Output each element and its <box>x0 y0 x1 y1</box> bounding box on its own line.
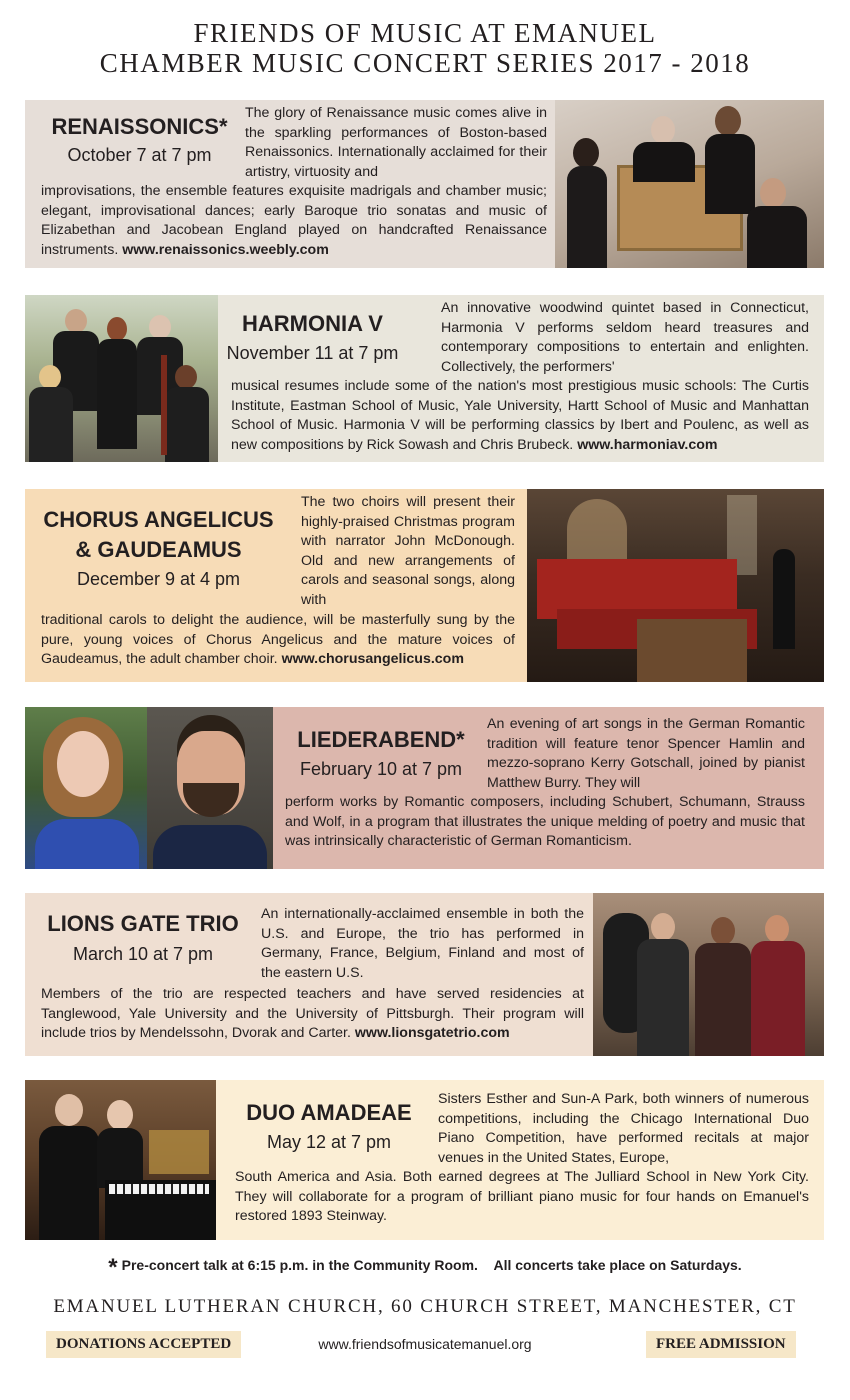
concert-panel-liederabend <box>25 707 824 869</box>
conductor <box>773 549 795 649</box>
ensemble-photo <box>555 100 824 268</box>
concert-date: February 10 at 7 pm <box>299 759 463 779</box>
performer-head <box>39 365 61 389</box>
performer-head <box>651 913 675 941</box>
trio-photo <box>593 893 824 1056</box>
performer-body <box>39 1126 99 1240</box>
concert-website-link[interactable]: www.lionsgatetrio.com <box>354 1025 510 1042</box>
concert-description-top: Sisters Esther and Sun-A Park, both winners of numerous competitions, including the Chicago International Duo Piano Competition, have performed recitals at major venues in the United States, Europe, <box>438 1091 809 1166</box>
concert-name-line2: & GAUDEAMUS <box>75 537 242 562</box>
concert-name: HARMONIA V <box>242 311 383 336</box>
concert-date: March 10 at 7 pm <box>72 944 214 964</box>
concert-description-bottom: perform works by Romantic composers, including Schubert, Schumann, Strauss and Wolf, in a program that illustrates the unique melding of poetry and music that was intrinsically characteristic of German Romanticism. <box>285 794 805 850</box>
header-title: FRIENDS OF MUSIC AT EMANUEL <box>193 18 657 48</box>
performer-head <box>55 1094 83 1126</box>
performer-head <box>107 1100 133 1130</box>
performer-body <box>637 939 689 1056</box>
saturday-note: All concerts take place on Saturdays. <box>493 1257 742 1273</box>
concert-date: May 12 at 7 pm <box>266 1132 392 1152</box>
performer-head <box>65 309 87 333</box>
performer-body <box>29 387 73 462</box>
piano-keys <box>109 1184 209 1194</box>
performer-head <box>711 917 735 945</box>
concert-panel-harmonia-v <box>25 295 824 462</box>
concert-name: DUO AMADEAE <box>246 1100 412 1125</box>
concert-panel-lions-gate-trio <box>25 893 824 1056</box>
concert-description-bottom: musical resumes include some of the nation's most prestigious music schools: The Curtis Institute, Eastman School of Music, Yale University, Hartt School of Music and Manhattan School of Music. Harmonia V will be performing classics by Ibert and Poulenc, as well as new compositions by Rick Sowash and Chris Brubeck. www.harmoniav.com <box>231 378 809 453</box>
performer-head <box>149 315 171 339</box>
concert-description-bottom: Members of the trio are respected teachers and have served residencies at Tanglewood, Yale University and the University of Pittsburgh. Their program will include trios by Mendelssohn, Dvorak and Carter. www.lionsgatetrio.com <box>41 986 584 1042</box>
singer-suit <box>153 825 267 869</box>
concert-name-line1: CHORUS ANGELICUS <box>43 507 274 532</box>
church-address: EMANUEL LUTHERAN CHURCH, 60 CHURCH STREET, MANCHESTER, CT <box>53 1296 797 1317</box>
concert-panel-chorus-angelicus <box>25 489 824 682</box>
concert-date: October 7 at 7 pm <box>67 145 212 165</box>
concert-date: November 11 at 7 pm <box>226 343 399 363</box>
pre-concert-talk: Pre-concert talk at 6:15 p.m. in the Community Room. <box>121 1257 478 1273</box>
performer-body <box>97 1128 143 1188</box>
altar <box>637 619 747 682</box>
performer-body <box>705 134 755 214</box>
concert-description-bottom: South America and Asia. Both earned degrees at The Julliard School in New York City. They will collaborate for a program of brilliant piano music for four hands on Emanuel's restored 1893 Steinway. <box>235 1169 809 1225</box>
concert-website-link[interactable]: www.chorusangelicus.com <box>281 651 464 668</box>
concert-description-top: The glory of Renaissance music comes alive in the sparkling performances of Boston-based Renaissonics. Internationally acclaimed for their artistry, virtuosity and <box>245 105 547 180</box>
performer-head <box>573 138 599 168</box>
soprano-photo <box>25 707 147 869</box>
concert-description-bottom: improvisations, the ensemble features exquisite madrigals and chamber music; elegant, improvisational dances; early Baroque trio sonatas and music of Elizabethan and Jacobean England played on handcrafted Renaissance instruments. www.renaissonics.weebly.com <box>41 183 547 258</box>
piano-lid-interior <box>149 1130 209 1174</box>
performer-head <box>765 915 789 943</box>
performer-body <box>751 941 805 1056</box>
ensemble-photo <box>25 295 218 462</box>
singer-dress <box>35 819 139 869</box>
choir-photo <box>527 489 824 682</box>
concert-website-link[interactable]: www.harmoniav.com <box>577 436 718 453</box>
singer-beard <box>183 783 239 817</box>
tenor-photo <box>147 707 273 869</box>
concert-name: LIEDERABEND* <box>297 727 465 752</box>
performer-head <box>107 317 127 341</box>
free-admission-badge: FREE ADMISSION <box>646 1331 796 1358</box>
donations-badge: DONATIONS ACCEPTED <box>46 1331 241 1358</box>
performer-body <box>747 206 807 268</box>
concert-description-top: The two choirs will present their highly-praised Christmas program with narrator John McDonough. Old and new arrangements of carols and seasonal songs, along with <box>301 494 515 608</box>
bassoon <box>161 355 167 455</box>
concert-panel-renaissonics <box>25 100 824 268</box>
concert-description-top: An evening of art songs in the German Romantic tradition will feature tenor Spencer Hamlin and mezzo-soprano Kerry Gotschall, joined by pianist Matthew Burry. They will <box>487 716 805 791</box>
performer-head <box>760 178 786 208</box>
performer-body <box>97 339 137 449</box>
asterisk: * <box>108 1254 118 1281</box>
performer-head <box>651 116 675 144</box>
website-link[interactable]: www.friendsofmusicatemanuel.org <box>318 1336 532 1352</box>
concert-description-top: An innovative woodwind quintet based in Connecticut, Harmonia V performs seldom heard treasures and contemporary compositions to entertain and enlighten. Collectively, the performers' <box>441 300 809 375</box>
concert-name: RENAISSONICS* <box>51 114 228 139</box>
duo-photo <box>25 1080 216 1240</box>
header-subtitle: CHAMBER MUSIC CONCERT SERIES 2017 - 2018 <box>99 48 751 78</box>
pre-concert-note <box>0 1254 850 1282</box>
concert-panel-duo-amadeae <box>25 1080 824 1240</box>
performer-head <box>715 106 741 136</box>
performer-head <box>175 365 197 389</box>
concert-website-link[interactable]: www.renaissonics.weebly.com <box>122 241 329 258</box>
concert-name: LIONS GATE TRIO <box>47 911 239 936</box>
performer-body <box>567 166 607 268</box>
performer-body <box>695 943 751 1056</box>
performer-body <box>633 142 695 182</box>
performer-body <box>165 387 209 462</box>
singer-face <box>57 731 109 797</box>
concert-description-bottom: traditional carols to delight the audience, will be masterfully sung by the pure, young voices of Chorus Angelicus and the mature voices of Gaudeamus, the adult chamber choir. www.chorusangelicus.com <box>41 612 515 668</box>
concert-date: December 9 at 4 pm <box>76 569 241 589</box>
concert-description-top: An internationally-acclaimed ensemble in both the U.S. and Europe, the trio has performed in Germany, France, Belgium, Finland and most of the eastern U.S. <box>261 906 584 981</box>
